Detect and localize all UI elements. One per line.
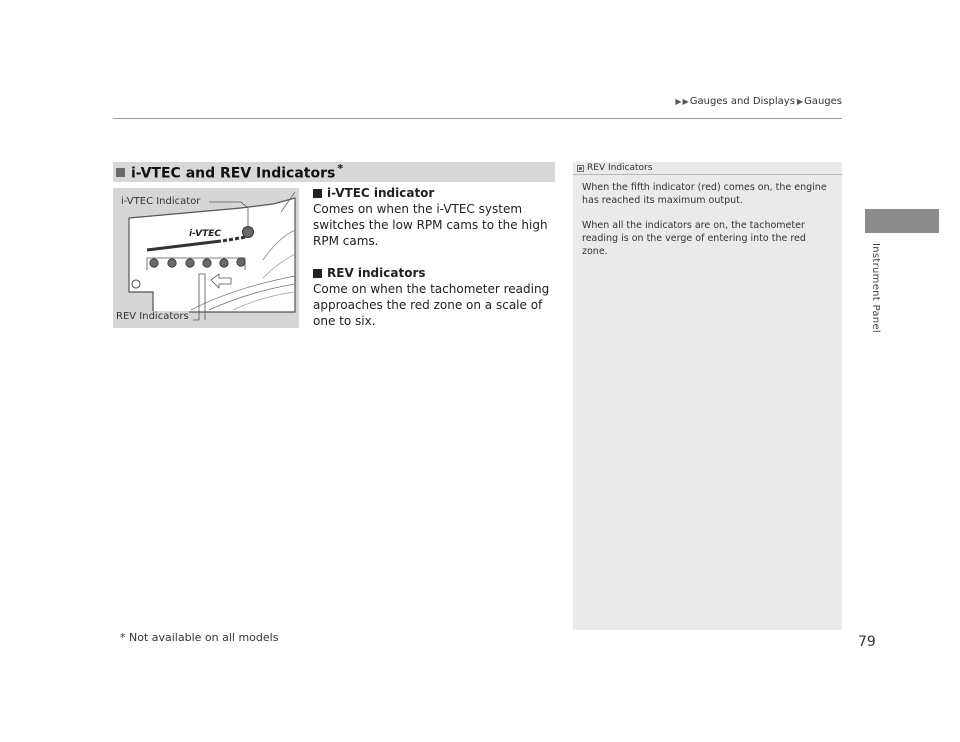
header-rule	[113, 118, 842, 119]
main-content	[313, 185, 561, 345]
chapter-tab	[865, 209, 939, 233]
breadcrumb-parent[interactable]: Gauges and Displays	[689, 96, 795, 107]
not-available-marker: *	[337, 162, 344, 176]
breadcrumb	[675, 96, 842, 107]
page-number: 79	[858, 634, 876, 650]
rev-description: Come on when the tachometer reading approaches the red zone on a scale of one to six.	[313, 282, 550, 328]
ivtec-indicator-callout: i-VTEC Indicator	[121, 196, 201, 207]
side-note	[573, 162, 842, 630]
note-title: REV Indicators	[587, 163, 653, 173]
section-heading	[113, 162, 555, 182]
breadcrumb-current[interactable]: Gauges	[804, 96, 842, 107]
triangle-right-icon: ▶	[796, 97, 804, 106]
note-paragraph: When all the indicators are on, the tachometer reading is on the verge of entering into the red zone.	[582, 220, 806, 257]
subheading-rev: REV indicators	[313, 265, 561, 281]
instrument-panel-illustration	[113, 188, 299, 328]
rev-indicator-lamp	[237, 258, 245, 266]
rev-indicator-lamp	[150, 259, 158, 267]
rev-indicator-lamp	[220, 259, 228, 267]
triangle-right-icon: ▶	[675, 97, 682, 106]
chapter-label: Instrument Panel	[870, 243, 881, 333]
triangle-right-icon: ▶	[682, 97, 689, 106]
note-icon	[577, 165, 584, 172]
ivtec-indicator-lamp	[243, 227, 254, 238]
rev-indicator-lamp	[168, 259, 176, 267]
square-bullet-icon	[313, 189, 322, 198]
ivtec-description: Comes on when the i-VTEC system switches the low RPM cams to the high RPM cams.	[313, 202, 548, 248]
ivtec-logo: i-VTEC	[189, 229, 222, 239]
indicator-figure	[113, 188, 299, 328]
subheading-ivtec: i-VTEC indicator	[313, 185, 561, 201]
footnote: * Not available on all models	[120, 631, 279, 644]
note-body	[573, 175, 842, 258]
section-title: i-VTEC and REV Indicators *	[131, 162, 344, 182]
note-paragraph: When the fifth indicator (red) comes on, the engine has reached its maximum output.	[582, 182, 827, 206]
square-bullet-icon	[313, 269, 322, 278]
note-header	[573, 162, 842, 175]
square-bullet-icon	[116, 168, 125, 177]
rev-indicator-lamp	[186, 259, 194, 267]
rev-indicator-lamp	[203, 259, 211, 267]
rev-indicators-callout: REV Indicators	[116, 311, 189, 322]
